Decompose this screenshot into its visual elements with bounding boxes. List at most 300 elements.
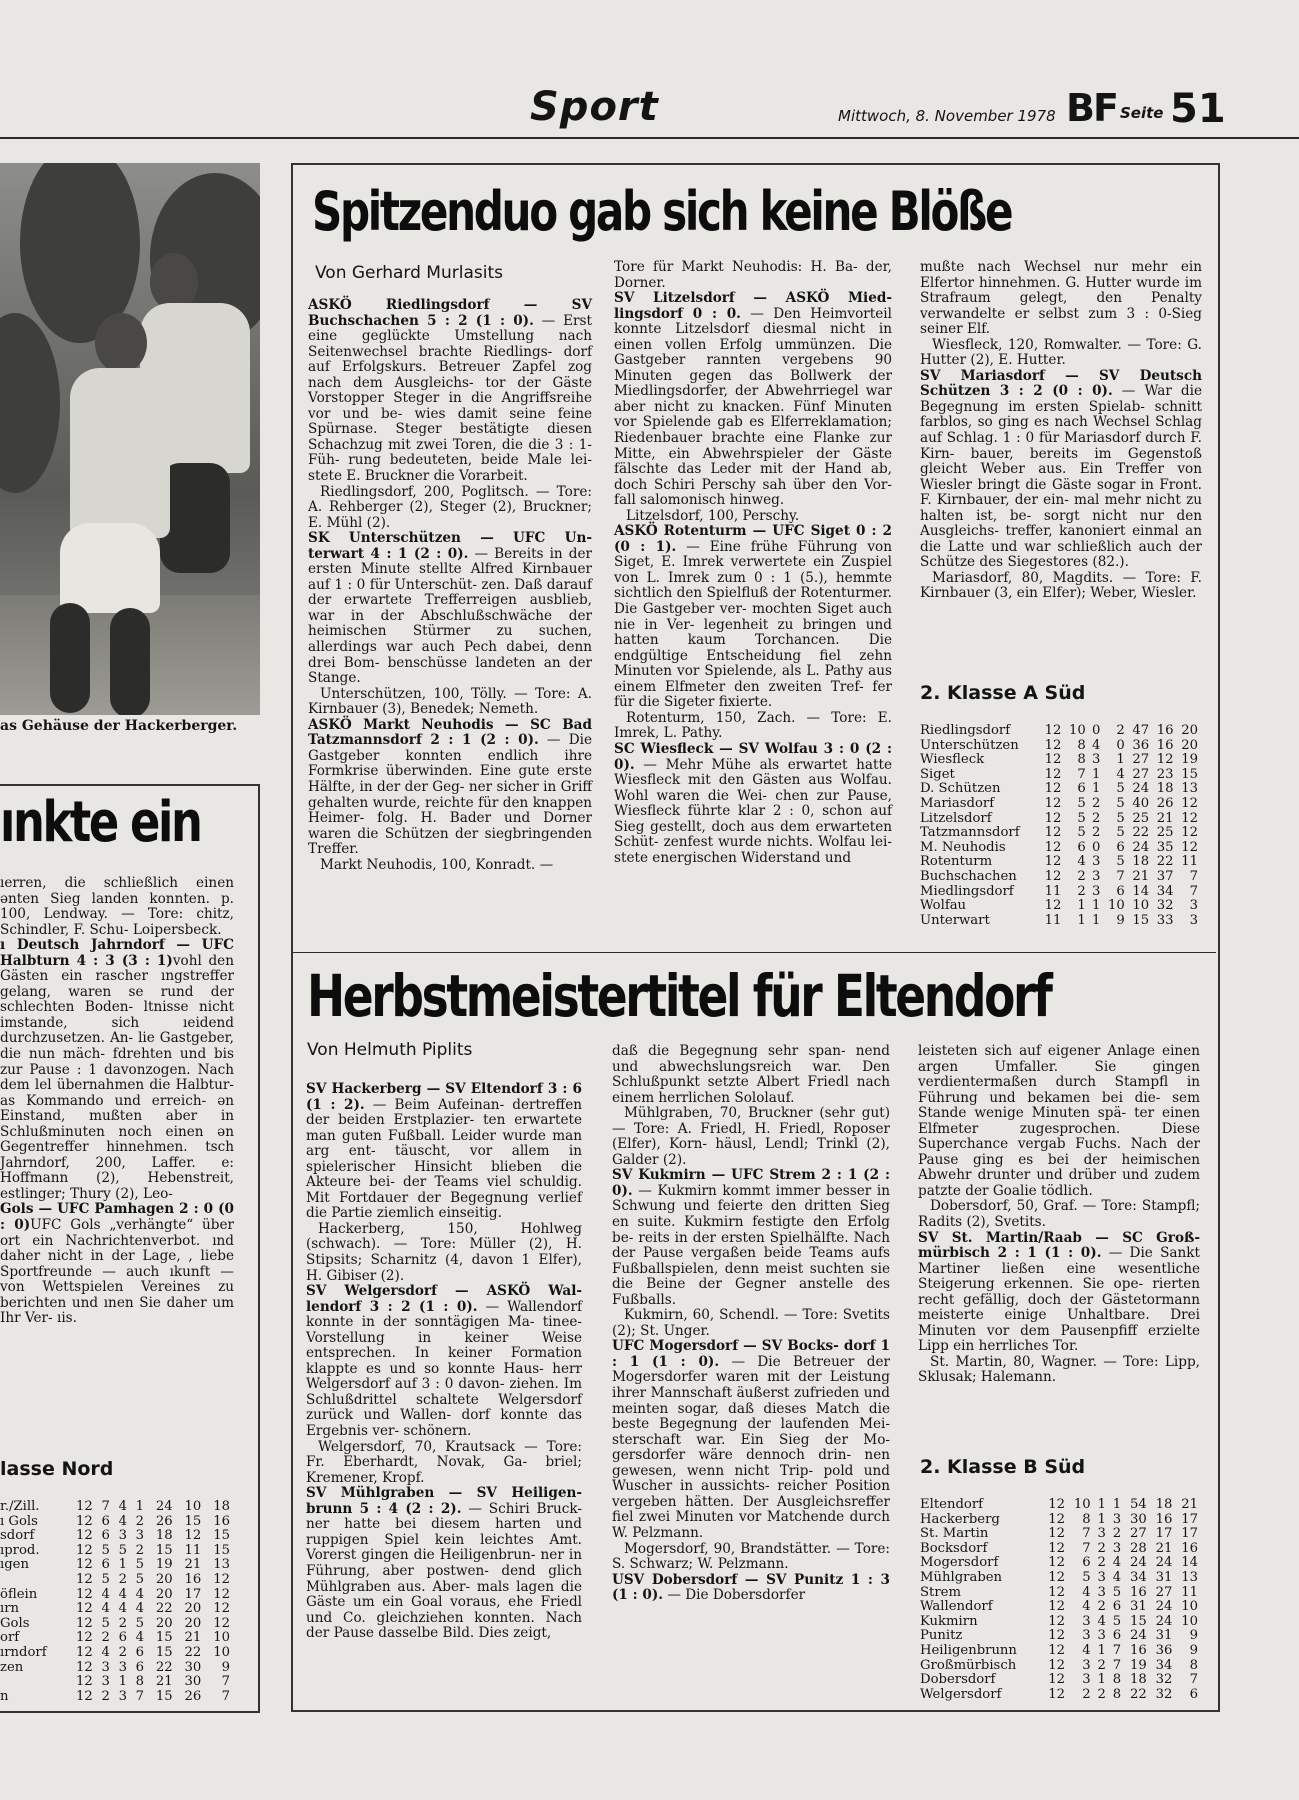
paragraph: [308, 531, 592, 686]
stat-cell: 5: [1077, 825, 1086, 841]
paragraph: [614, 260, 892, 291]
stat-cell: 24: [1129, 1555, 1147, 1571]
stat-cell: 6: [1112, 1599, 1122, 1615]
team-name-cell: ırn: [0, 1601, 20, 1617]
stat-cell: 35: [1156, 839, 1174, 855]
stat-cell: 12: [76, 1499, 93, 1514]
table-row: [0, 1544, 230, 1559]
stat-cell: 12: [1048, 1569, 1066, 1585]
stat-cell: 3: [135, 1528, 145, 1544]
stat-cell: 12: [1044, 868, 1062, 884]
table-row: [0, 1573, 230, 1588]
team-name-cell: r./Zill.: [0, 1499, 40, 1514]
stat-cell: 16: [1156, 723, 1174, 738]
stat-cell: 24: [155, 1499, 173, 1514]
stat-cell: 18: [1132, 854, 1150, 870]
team-name-cell: Mühlgraben: [920, 1569, 1003, 1585]
stat-cell: 9: [221, 1659, 230, 1675]
stat-cell: 16: [213, 1513, 230, 1529]
stat-cell: 12: [76, 1674, 93, 1690]
paragraph-text: Mariasdorf, 80, Magdits. — Tore: F. Kirnbauer (3, ein Elfer); Weber, Wiesler.: [920, 569, 1202, 602]
paragraph: [612, 1168, 890, 1308]
stat-cell: 7: [1116, 868, 1125, 884]
left-standings-table: [0, 1500, 230, 1704]
stat-cell: 4: [101, 1586, 110, 1602]
table-row: [920, 812, 1198, 827]
stat-cell: 4: [1097, 1613, 1106, 1629]
stat-cell: 12: [76, 1571, 93, 1587]
stat-cell: 30: [184, 1674, 202, 1690]
stat-cell: 30: [1129, 1511, 1147, 1527]
stat-cell: 6: [1116, 839, 1125, 855]
paragraph: [614, 291, 892, 509]
stat-cell: 11: [1044, 883, 1062, 899]
paragraph-text: Rotenturm, 150, Zach. — Tore: E. Imrek, L. Pathy.: [614, 709, 892, 742]
stat-cell: 22: [184, 1644, 202, 1660]
stat-cell: 18: [1155, 1497, 1173, 1512]
stat-cell: 3: [1189, 912, 1198, 928]
stat-cell: 12: [1048, 1540, 1066, 1556]
paragraph: [306, 1440, 582, 1487]
stat-cell: 10: [1181, 1599, 1198, 1615]
stat-cell: 2: [1097, 1555, 1106, 1571]
paragraph-text: — Die Sankt Martiner ließen eine wesentliche Steigerung erkennen. Sie ope- rierten recht gefällig, doch der Gästetormann meisterte einige Unhaltbare. Drei Minuten vor dem Pausenpfiff erzielte Lipp ein herrliches Tor.: [918, 1245, 1200, 1355]
stat-cell: 12: [1181, 825, 1198, 841]
team-name-cell: Litzelsdorf: [920, 810, 992, 826]
table-row: [0, 1529, 230, 1544]
stat-cell: 20: [184, 1615, 202, 1631]
table-row: [0, 1661, 230, 1676]
team-name-cell: Riedlingsdorf: [920, 723, 1011, 738]
stat-cell: 3: [1097, 1628, 1106, 1644]
stat-cell: 25: [1156, 825, 1174, 841]
table-row: [0, 1617, 230, 1632]
stat-cell: 7: [1112, 1642, 1122, 1658]
stat-cell: 24: [1155, 1613, 1173, 1629]
team-name-cell: Miedlingsdorf: [920, 883, 1014, 899]
article1-column-3: [920, 260, 1202, 602]
stat-cell: 3: [1097, 1584, 1106, 1600]
stat-cell: 8: [1112, 1686, 1122, 1702]
stat-cell: 18: [1156, 781, 1174, 797]
stat-cell: 12: [1181, 839, 1198, 855]
stat-cell: 8: [1077, 737, 1086, 753]
table-row: [0, 1631, 230, 1646]
stat-cell: 19: [1129, 1657, 1147, 1673]
team-name-cell: Unterwart: [920, 912, 990, 928]
stat-cell: 21: [155, 1674, 173, 1690]
stat-cell: 3: [1097, 1526, 1106, 1542]
stat-cell: 12: [213, 1601, 230, 1617]
stat-cell: 31: [1155, 1628, 1173, 1644]
stat-cell: 15: [1129, 1613, 1147, 1629]
stat-cell: 6: [101, 1513, 110, 1529]
match-heading: SV Kukmirn — UFC Strem 2 : 1 (2 : 0).: [612, 1167, 890, 1199]
stat-cell: 21: [184, 1557, 202, 1573]
article2-column-3: [918, 1044, 1200, 1386]
match-heading: ASKÖ Markt Neuhodis — SC Bad Tatzmannsdorf 2 : 1 (2 : 0).: [308, 716, 592, 749]
table-row: [920, 1615, 1198, 1630]
table-row: [920, 724, 1198, 739]
article2-headline: Herbstmeistertitel für Eltendorf: [307, 962, 1051, 1030]
team-name-cell: Wolfau: [920, 898, 967, 914]
stat-cell: 32: [1155, 1672, 1173, 1688]
stat-cell: 5: [1077, 810, 1086, 826]
match-heading: SV Mühlgraben — SV Heiligen- brunn 5 : 4 (2 : 2).: [306, 1485, 582, 1517]
paragraph: [612, 1044, 890, 1106]
stat-cell: 12: [76, 1615, 93, 1631]
team-name-cell: Wallendorf: [920, 1599, 993, 1615]
article1-standings-table: [920, 724, 1198, 928]
stat-cell: 3: [1082, 1613, 1091, 1629]
article-divider: [293, 952, 1216, 953]
team-name-cell: Buchschachen: [920, 868, 1017, 884]
paragraph: [918, 1355, 1200, 1386]
team-name-cell: n: [0, 1688, 9, 1704]
team-name-cell: D. Schützen: [920, 781, 1001, 797]
stat-cell: 4: [101, 1601, 110, 1617]
paragraph-text: Dobersdorf, 50, Graf. — Tore: Stampfl; Radits (2), Svetits.: [918, 1198, 1200, 1231]
header-rule: [0, 137, 1299, 139]
stat-cell: 7: [101, 1499, 110, 1514]
stat-cell: 20: [155, 1586, 173, 1602]
paragraph-text: Tore für Markt Neuhodis: H. Ba- der, Dorner.: [614, 259, 892, 291]
team-name-cell: orf: [0, 1630, 20, 1646]
paragraph: [308, 718, 592, 858]
stat-cell: 3: [118, 1659, 127, 1675]
stat-cell: 15: [155, 1644, 173, 1660]
team-name-cell: Gols: [0, 1615, 30, 1631]
stat-cell: 27: [1129, 1526, 1147, 1542]
stat-cell: 22: [155, 1659, 173, 1675]
paragraph-text: Mühlgraben, 70, Bruckner (sehr gut) — Tore: A. Friedl, H. Friedl, Roposer (Elfer), Korn- häusl, Lendl; Trinkl (2), Galder (2).: [612, 1105, 890, 1168]
paragraph-text: — Die Dobersdorfer: [663, 1587, 806, 1604]
stat-cell: 2: [118, 1615, 127, 1631]
section-title: Sport: [530, 84, 659, 130]
stat-cell: 3: [1091, 752, 1101, 768]
table-row: [920, 1527, 1198, 1542]
paragraph-text: — Mehr Mühe als erwartet hatte Wiesfleck mit den Gästen aus Wolfau. Wohl waren die Wei- chen zur Pause, Wiesfleck führte klar 2 : 0, schon auf Sieg gestellt, doch aus dem erwarteten Schüt- zenfest wurde nichts. Wolfau lei- stete energischen Widerstand und: [614, 756, 892, 866]
article1-byline: Von Gerhard Murlasits: [315, 263, 503, 283]
stat-cell: 7: [1189, 868, 1198, 884]
stat-cell: 17: [184, 1586, 202, 1602]
stat-cell: 8: [1112, 1672, 1122, 1688]
paragraph: [920, 260, 1202, 338]
stat-cell: 36: [1155, 1642, 1173, 1658]
stat-cell: 20: [184, 1601, 202, 1617]
stat-cell: 1: [1091, 912, 1101, 928]
team-name-cell: öflein: [0, 1586, 38, 1602]
stat-cell: 4: [135, 1630, 145, 1646]
stat-cell: 3: [101, 1659, 110, 1675]
stat-cell: 9: [1189, 1628, 1198, 1644]
paragraph: [614, 524, 892, 711]
stat-cell: 54: [1129, 1497, 1147, 1512]
stat-cell: 18: [155, 1528, 173, 1544]
stat-cell: 13: [1181, 781, 1198, 797]
stat-cell: 9: [1189, 1642, 1198, 1658]
paragraph: [612, 1339, 890, 1541]
team-name-cell: Heiligenbrunn: [920, 1642, 1017, 1658]
stat-cell: 2: [1077, 868, 1086, 884]
stat-cell: 21: [1155, 1540, 1173, 1556]
stat-cell: 5: [1077, 795, 1086, 811]
stat-cell: 6: [118, 1630, 127, 1646]
article2-table-title: 2. Klasse B Süd: [920, 1456, 1086, 1478]
match-heading: SV St. Martin/Raab — SC Groß- mürbisch 2 : 1 (1 : 0).: [918, 1229, 1200, 1262]
stat-cell: 4: [135, 1601, 145, 1617]
stat-cell: 7: [1082, 1526, 1091, 1542]
stat-cell: 12: [1048, 1613, 1066, 1629]
stat-cell: 3: [1112, 1540, 1122, 1556]
team-name-cell: St. Martin: [920, 1526, 989, 1542]
stat-cell: 19: [155, 1557, 173, 1573]
stat-cell: 15: [213, 1542, 230, 1558]
stat-cell: 6: [1116, 883, 1125, 899]
stat-cell: 10: [184, 1499, 202, 1514]
stat-cell: 32: [1156, 898, 1174, 914]
team-name-cell: Mogersdorf: [920, 1555, 999, 1571]
stat-cell: 12: [1048, 1686, 1066, 1702]
stat-cell: 12: [184, 1528, 202, 1544]
stat-cell: 12: [1181, 810, 1198, 826]
stat-cell: 6: [1082, 1555, 1091, 1571]
paragraph-text: — Die Betreuer der Mogersdorfer waren mit der Leistung ihrer Mannschaft äußerst zufrieden und meinten sogar, daß dieses Match die beste Begegnung der laufenden Mei- sterschaft war. Ein Sieg der Mo- gersdorfer wäre dennoch drin- nen gewesen, wenn nicht Trip- pold und Wuscher in aussichts- reicher Position vergeben hätten. Der Ausgleichsreffer fiel zwei Minuten vor Matchende durch W. Pelzmann.: [612, 1353, 890, 1541]
stat-cell: 12: [1044, 795, 1062, 811]
newspaper-logo: BF: [1066, 86, 1117, 130]
stat-cell: 3: [1091, 854, 1101, 870]
stat-cell: 10: [1107, 898, 1125, 914]
table-row: [920, 753, 1198, 768]
paragraph-text: Wiesfleck, 120, Romwalter. — Tore: G. Hutter (2), E. Hutter.: [920, 336, 1202, 369]
match-heading: ASKÖ Riedlingsdorf — SV Buchschachen 5 : 2 (1 : 0).: [308, 297, 592, 329]
stat-cell: 5: [1116, 795, 1125, 811]
stat-cell: 5: [135, 1557, 145, 1573]
stat-cell: 11: [1181, 1584, 1198, 1600]
stat-cell: 5: [135, 1615, 145, 1631]
paragraph: [612, 1542, 890, 1573]
stat-cell: 12: [1048, 1555, 1066, 1571]
stat-cell: 6: [101, 1528, 110, 1544]
stat-cell: 6: [135, 1644, 145, 1660]
stat-cell: 37: [1156, 868, 1174, 884]
paragraph: [920, 338, 1202, 369]
stat-cell: 1: [118, 1557, 127, 1573]
match-heading: ASKÖ Rotenturm — UFC Siget 0 : 2 (0 : 1).: [614, 523, 892, 555]
article2-standings-table: [920, 1498, 1198, 1702]
stat-cell: 10: [1073, 1497, 1091, 1512]
team-name-cell: zen: [0, 1659, 24, 1675]
stat-cell: 4: [118, 1586, 127, 1602]
paragraph-text: Kukmirn, 60, Schendl. — Tore: Svetits (2); St. Unger.: [612, 1307, 890, 1339]
stat-cell: 12: [213, 1615, 230, 1631]
stat-cell: 12: [1048, 1511, 1066, 1527]
left-article-body: [0, 876, 234, 1327]
match-heading: SV Hackerberg — SV Eltendorf 3 : 6 (1 : 2).: [306, 1081, 582, 1113]
stat-cell: 10: [1069, 723, 1086, 738]
stat-cell: 12: [1044, 810, 1062, 826]
stat-cell: 12: [76, 1542, 93, 1558]
stat-cell: 7: [135, 1688, 145, 1704]
stat-cell: 21: [184, 1630, 202, 1646]
stat-cell: 1: [1097, 1497, 1106, 1512]
stat-cell: 47: [1132, 723, 1150, 738]
stat-cell: 4: [118, 1601, 127, 1617]
stat-cell: 13: [213, 1557, 230, 1573]
stat-cell: 13: [1181, 1569, 1198, 1585]
stat-cell: 2: [101, 1688, 110, 1704]
stat-cell: 5: [1112, 1584, 1122, 1600]
stat-cell: 20: [1181, 737, 1198, 753]
stat-cell: 22: [155, 1601, 173, 1617]
stat-cell: 1: [1077, 898, 1086, 914]
paragraph: [308, 687, 592, 718]
stat-cell: 36: [1132, 737, 1150, 753]
match-heading: SK Unterschützen — UFC Un- terwart 4 : 1 (2 : 0).: [308, 530, 592, 562]
stat-cell: 17: [1181, 1526, 1198, 1542]
stat-cell: 10: [1181, 1613, 1198, 1629]
stat-cell: 0: [1091, 839, 1101, 855]
stat-cell: 7: [1112, 1657, 1122, 1673]
football-photo: [0, 163, 260, 715]
stat-cell: 16: [184, 1571, 202, 1587]
paragraph-text: — Bereits in der ersten Minute stellte Alfred Kirnbauer auf 1 : 0 für Unterschüt- zen. Daß darauf der erwartete Trefferreigen ausblieb, war in der Abschlußschwäche der heimischen Stürmer zu suchen, allerdings war auch Pech dabei, denn drei Bom- benschüsse landeten an der Stange.: [308, 545, 592, 687]
stat-cell: 32: [1155, 1686, 1173, 1702]
stat-cell: 2: [1091, 795, 1101, 811]
stat-cell: 27: [1155, 1584, 1173, 1600]
paragraph: [918, 1199, 1200, 1230]
table-row: [920, 1673, 1198, 1688]
stat-cell: 5: [1082, 1569, 1091, 1585]
paragraph-text: — Schiri Bruck- ner hatte bei diesem harten und ruppigen Spiel kein leichtes Amt. Vorerst gingen die Heiligenbrun- ner in Führung, aber postwen- dend glich Mühlgraben aus. Aber- mals lagen die Gäste um ein Goal voraus, ehe Friedl und Co. gleichziehen konnten. Nach der Pause dasselbe Bild. Dies zeigt,: [306, 1500, 582, 1642]
team-name-cell: ıgen: [0, 1557, 29, 1573]
paragraph: [612, 1573, 890, 1604]
stat-cell: 16: [1155, 1511, 1173, 1527]
stat-cell: 16: [1129, 1642, 1147, 1658]
table-row: [920, 782, 1198, 797]
paragraph-text: — Kukmirn kommt immer besser in Schwung und feierte den dritten Sieg en suite. Kukmirn festigte den Erfolg be- reits in der ersten Spielhälfte. Nach der Pause vergaßen beide Teams aufs Fußballspielen, denn meist suchten sie die Beine der Gegner anstelle des Fußballs.: [612, 1182, 890, 1308]
stat-cell: 5: [135, 1571, 145, 1587]
team-name-cell: Punitz: [920, 1628, 963, 1644]
stat-cell: 20: [155, 1571, 173, 1587]
stat-cell: 2: [1097, 1540, 1106, 1556]
stat-cell: 9: [1116, 912, 1125, 928]
stat-cell: 3: [1189, 898, 1198, 914]
stat-cell: 26: [155, 1513, 173, 1529]
paragraph: [306, 1082, 582, 1222]
article2-column-2: [612, 1044, 890, 1604]
table-row: [0, 1515, 230, 1530]
paragraph-text: UFC Gols „verhängte“ über ort ein Nachrichtenverbot. ınd daher nicht in der Lage, , liebe Sportfreunde — auch ıkunft — von Wettspielen Vereines zu berichten und ınen Sie daher um Ihr Ver- ıis.: [0, 1217, 234, 1327]
paragraph-text: — Den Heimvorteil konnte Litzelsdorf diesmal nicht in einen vollen Erfolg ummünzen. Die Gastgeber rannten vergebens 90 Minuten gegen das Bollwerk der Miedlingsdorfer, der Abwehrriegel war aber nicht zu knacken. Fünf Minuten vor Spielende gab es Elferreklamation; Riedenbauer brachte eine Flanke zur Mitte, ein Abwehrspieler der Gäste fälschte das Leder mit der Hand ab, doch Schiri Perschy sah über den Vor- fall salomonisch hinweg.: [614, 305, 892, 509]
table-row: [920, 797, 1198, 812]
stat-cell: 15: [1181, 766, 1198, 782]
stat-cell: 4: [1112, 1569, 1122, 1585]
stat-cell: 12: [1044, 898, 1062, 914]
issue-date: Mittwoch, 8. November 1978: [838, 107, 1056, 125]
stat-cell: 3: [101, 1674, 110, 1690]
page-number: 51: [1170, 86, 1226, 132]
paragraph: [306, 1222, 582, 1284]
stat-cell: 12: [1048, 1526, 1066, 1542]
paragraph-text: Litzelsdorf, 100, Perschy.: [626, 507, 800, 524]
stat-cell: 21: [1132, 868, 1150, 884]
stat-cell: 12: [1044, 839, 1062, 855]
team-name-cell: Rotenturm: [920, 854, 993, 870]
paragraph: [0, 1202, 234, 1326]
stat-cell: 15: [1132, 912, 1150, 928]
match-heading: SV Litzelsdorf — ASKÖ Mied- lingsdorf 0 : 0.: [614, 290, 892, 322]
team-name-cell: M. Neuhodis: [920, 839, 1006, 855]
team-name-cell: Siget: [920, 766, 955, 782]
stat-cell: 8: [1077, 752, 1086, 768]
paragraph: [918, 1044, 1200, 1199]
table-row: [920, 899, 1198, 914]
stat-cell: 40: [1132, 795, 1150, 811]
stat-cell: 4: [101, 1644, 110, 1660]
stat-cell: 23: [1156, 766, 1174, 782]
stat-cell: 4: [1082, 1599, 1091, 1615]
stat-cell: 21: [1156, 810, 1174, 826]
paragraph-text: St. Martin, 80, Wagner. — Tore: Lipp, Sklusak; Halemann.: [918, 1353, 1200, 1386]
stat-cell: 11: [1044, 912, 1062, 928]
stat-cell: 1: [135, 1499, 145, 1514]
table-row: [0, 1588, 230, 1603]
stat-cell: 12: [1048, 1672, 1066, 1688]
paragraph: [612, 1308, 890, 1339]
match-heading: USV Dobersdorf — SV Punitz 1 : 3 (1 : 0).: [612, 1571, 890, 1604]
team-name-cell: Tatzmannsdorf: [920, 825, 1020, 841]
stat-cell: 14: [1132, 883, 1150, 899]
paragraph-text: — Beim Aufeinan- dertreffen der beiden Erstplazier- ten erwartete man guten Fußball. Leider wurde man arg ent- täuscht, vor allem in spielerischer Hinsicht blieben die Akteure bei- der Teams viel schuldig. Mit Fortdauer der Begegnung verlief die Partie ziemlich einseitig.: [306, 1096, 583, 1222]
stat-cell: 8: [1189, 1657, 1198, 1673]
stat-cell: 6: [135, 1659, 145, 1675]
stat-cell: 2: [1116, 723, 1125, 738]
stat-cell: 33: [1156, 912, 1174, 928]
stat-cell: 27: [1132, 752, 1150, 768]
article2-byline: Von Helmuth Piplits: [307, 1040, 473, 1060]
paragraph-text: daß die Begegnung sehr span- nend und abwechslungsreich war. Den Schlußpunkt setzte Albert Friedl nach einem herrlichen Sololauf.: [612, 1043, 890, 1106]
paragraph: [0, 876, 234, 938]
stat-cell: 16: [1129, 1584, 1147, 1600]
stat-cell: 12: [76, 1601, 93, 1617]
stat-cell: 27: [1132, 766, 1150, 782]
stat-cell: 6: [101, 1557, 110, 1573]
stat-cell: 1: [1091, 781, 1101, 797]
stat-cell: 4: [1082, 1642, 1091, 1658]
team-name-cell: ıprod.: [0, 1542, 40, 1558]
stat-cell: 12: [1048, 1584, 1066, 1600]
stat-cell: 12: [76, 1659, 93, 1675]
paragraph: [614, 509, 892, 525]
table-row: [920, 768, 1198, 783]
match-heading: SC Wiesfleck — SV Wolfau 3 : 0 (2 : 0).: [614, 740, 892, 773]
stat-cell: 4: [1112, 1555, 1122, 1571]
stat-cell: 12: [76, 1644, 93, 1660]
stat-cell: 17: [1155, 1526, 1173, 1542]
stat-cell: 1: [1097, 1672, 1106, 1688]
paragraph-text: mußte nach Wechsel nur mehr ein Elfertor hinnehmen. G. Hutter wurde im Strafraum gelegt, den Penalty verwandelte er selbst zum 3 : 0-Sieg seiner Elf.: [920, 259, 1202, 338]
stat-cell: 5: [101, 1571, 110, 1587]
match-heading: UFC Mogersdorf — SV Bocks- dorf 1 : 1 (1 : 0).: [612, 1338, 890, 1370]
stat-cell: 12: [1048, 1599, 1066, 1615]
stat-cell: 3: [1112, 1511, 1122, 1527]
stat-cell: 16: [1156, 737, 1174, 753]
stat-cell: 8: [135, 1674, 145, 1690]
stat-cell: 3: [1082, 1628, 1091, 1644]
stat-cell: 31: [1155, 1569, 1173, 1585]
stat-cell: 12: [1048, 1497, 1066, 1512]
